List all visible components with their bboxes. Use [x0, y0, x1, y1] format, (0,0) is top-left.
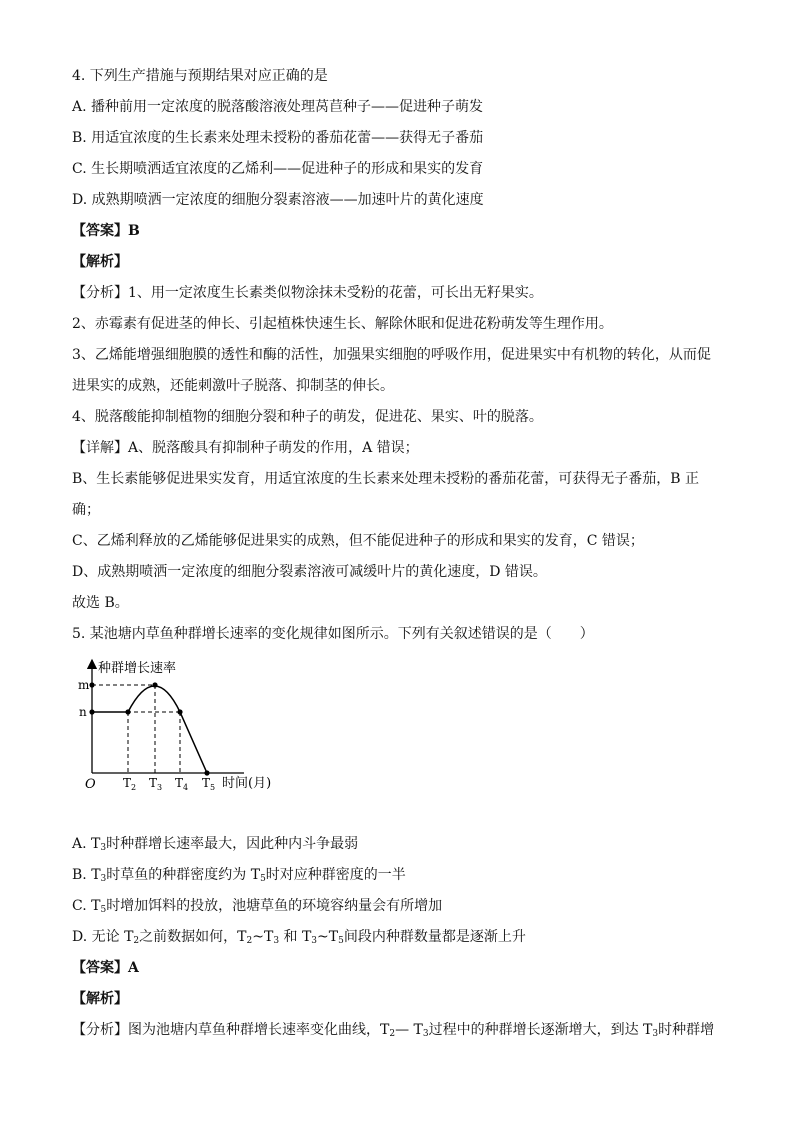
- tick-label-t2: $T_2$: [123, 776, 137, 792]
- growth-rate-curve: [92, 686, 207, 773]
- tick-label-n: n: [79, 705, 87, 719]
- q5-option-a: A. $T_3$时种群增长速率最大，因此种内斗争最弱: [72, 836, 359, 853]
- origin-label: O: [85, 777, 96, 792]
- q4-analysis-line: 进果实的成熟，还能刺激叶子脱落、抑制茎的伸长。: [72, 378, 394, 394]
- q4-analysis-line: 【详解】A、脱落酸具有抑制种子萌发的作用，A 错误；: [72, 440, 419, 456]
- q5-answer: 【答案】A: [72, 960, 139, 976]
- point-t2: [125, 709, 130, 714]
- q4-analysis-line: 2、赤霉素有促进茎的伸长、引起植株快速生长、解除休眠和促进花粉萌发等生理作用。: [72, 316, 613, 332]
- point-t3: [152, 682, 157, 687]
- q4-analysis-line: 4、脱落酸能抑制植物的细胞分裂和种子的萌发，促进花、果实、叶的脱落。: [72, 409, 543, 425]
- point-t5: [204, 770, 209, 775]
- point-n: [89, 709, 94, 714]
- q5-analysis-line: 【分析】图为池塘内草鱼种群增长速率变化曲线，$T_2—$ $T_3$过程中的种群增长逐渐增大，到达 $T_3$时种群增: [72, 1022, 715, 1039]
- q4-option-c: C. 生长期喷洒适宜浓度的乙烯利——促进种子的形成和果实的发育: [72, 161, 484, 177]
- tick-label-t4: $T_4$: [175, 776, 189, 792]
- q4-analysis-line: B、生长素能够促进果实发育，用适宜浓度的生长素来处理未授粉的番茄花蕾，可获得无子番茄，B 正: [72, 471, 700, 487]
- tick-label-t3: $T_3$: [149, 776, 163, 792]
- y-axis-label: 种群增长速率: [98, 661, 177, 676]
- q4-analysis-line: 3、乙烯能增强细胞膜的透性和酶的活性，加强果实细胞的呼吸作用，促进果实中有机物的转化，从而促: [72, 347, 711, 363]
- q4-analysis-line: 确；: [72, 502, 100, 518]
- q5-analysis-heading: 【解析】: [72, 991, 128, 1007]
- q5-option-c: C. $T_5$时增加饵料的投放，池塘草鱼的环境容纳量会有所增加: [72, 898, 443, 915]
- q4-analysis-line: D、成熟期喷洒一定浓度的细胞分裂素溶液可减缓叶片的黄化速度，D 错误。: [72, 564, 547, 580]
- tick-label-t5: $T_5$: [202, 776, 216, 792]
- q4-option-d: D. 成熟期喷洒一定浓度的细胞分裂素溶液——加速叶片的黄化速度: [72, 192, 484, 208]
- q4-answer: 【答案】B: [72, 223, 140, 239]
- q5-stem: 5. 某池塘内草鱼种群增长速率的变化规律如图所示。下列有关叙述错误的是（ ）: [72, 626, 594, 642]
- x-axis-label: 时间(月): [222, 776, 272, 791]
- q4-analysis-heading: 【解析】: [72, 254, 128, 270]
- q5-option-d: D. 无论 $T_2$之前数据如何，$T_2\sim T_3$ 和 $T_3\sim T_5$间段内种群数量都是逐渐上升: [72, 929, 526, 946]
- q4-analysis-line: 故选 B。: [72, 595, 129, 611]
- q5-option-b: B. $T_3$时草鱼的种群密度约为 $T_5$时对应种群密度的一半: [72, 867, 406, 884]
- q4-analysis-line: 【分析】1、用一定浓度生长素类似物涂抹未受粉的花蕾，可长出无籽果实。: [72, 285, 543, 301]
- q4-stem: 4. 下列生产措施与预期结果对应正确的是: [72, 68, 328, 84]
- point-t4: [177, 709, 182, 714]
- point-m: [89, 682, 94, 687]
- q4-analysis-line: C、乙烯利释放的乙烯能够促进果实的成熟，但不能促进种子的形成和果实的发育，C 错误；: [72, 533, 644, 549]
- growth-rate-figure: [72, 656, 292, 796]
- tick-label-m: m: [78, 678, 90, 692]
- q4-option-a: A. 播种前用一定浓度的脱落酸溶液处理莴苣种子——促进种子萌发: [72, 99, 484, 115]
- q4-option-b: B. 用适宜浓度的生长素来处理未授粉的番茄花蕾——获得无子番茄: [72, 130, 484, 146]
